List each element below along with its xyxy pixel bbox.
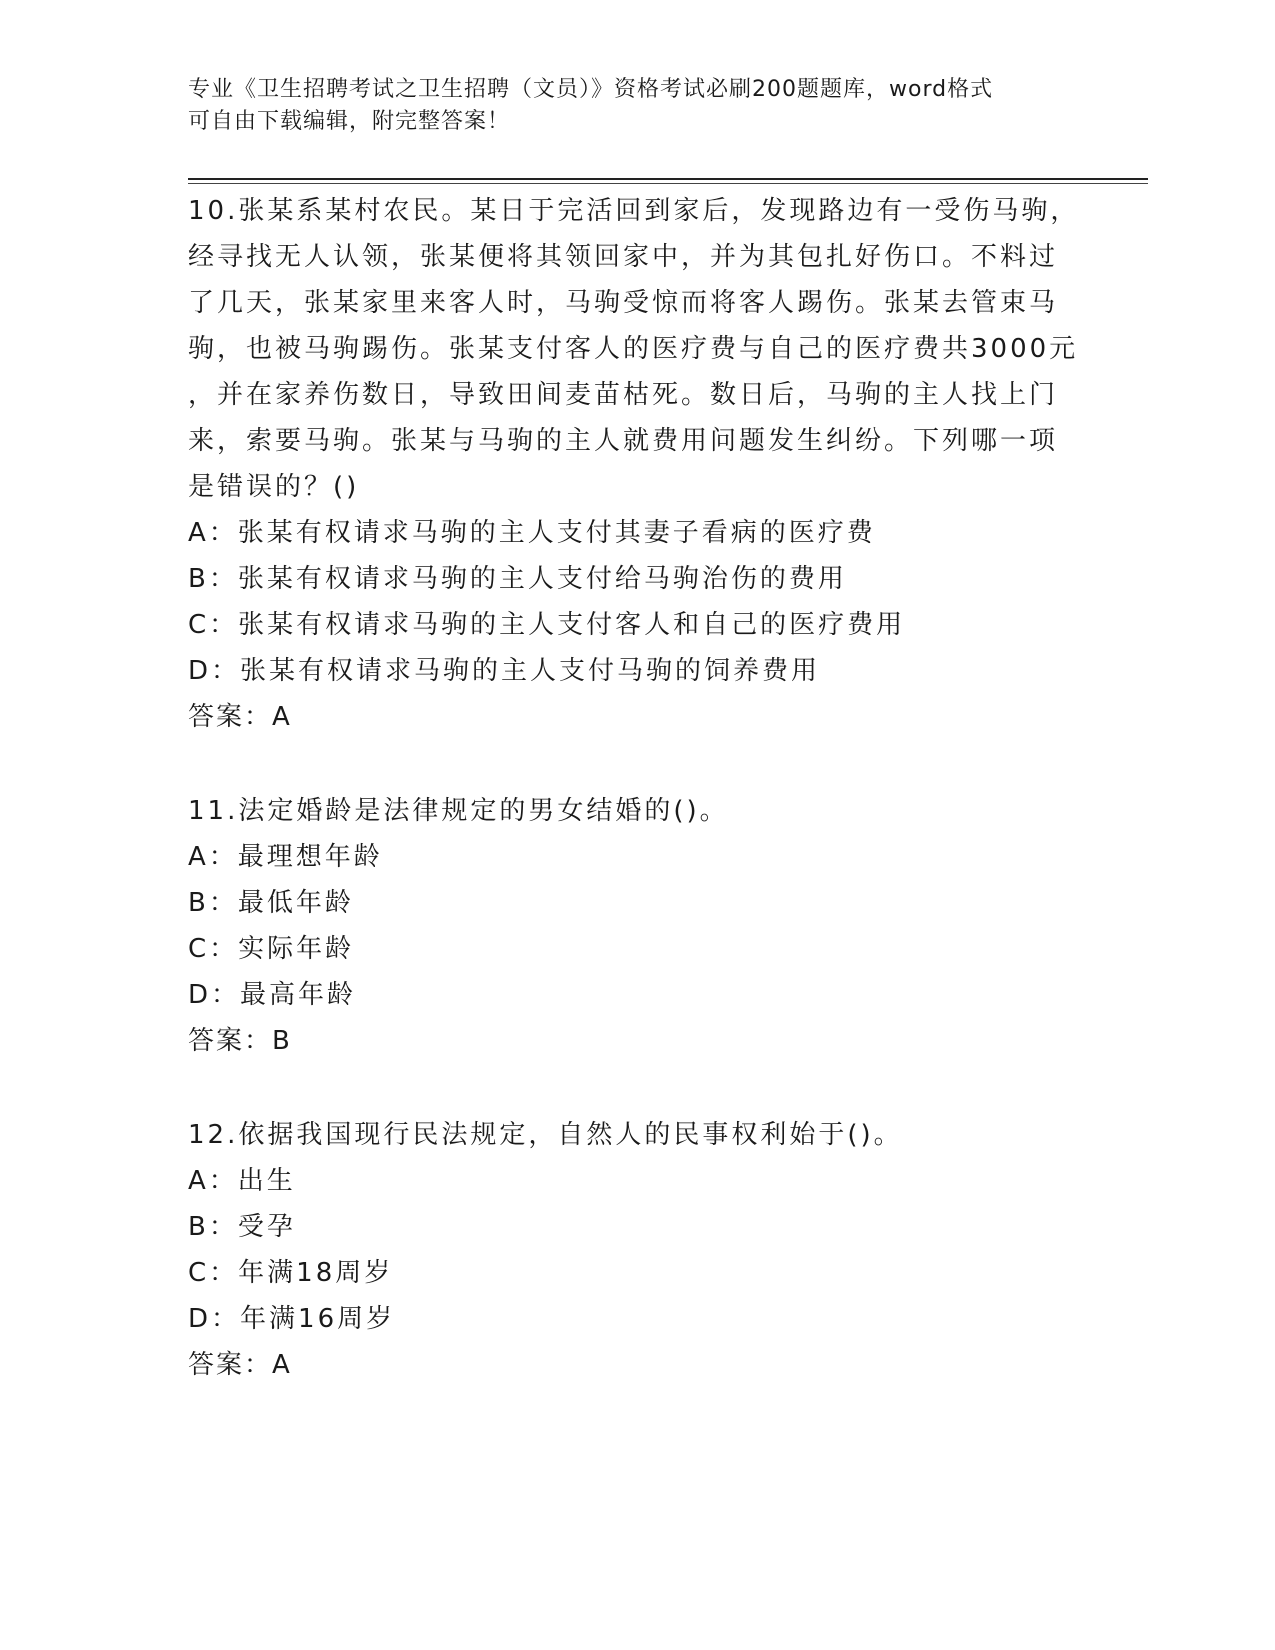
option-c: C：实际年龄 <box>188 934 355 964</box>
question-12 <box>188 1112 1088 1388</box>
header-title-line-2: 可自由下载编辑，附完整答案！ <box>188 109 511 134</box>
stem-line: 10.张某系某村农民。某日于完活回到家后，发现路边有一受伤马驹， <box>188 196 1080 226</box>
question-10 <box>188 188 1088 740</box>
answer-line: 答案：B <box>188 1026 292 1056</box>
stem-line: 驹，也被马驹踢伤。张某支付客人的医疗费与自己的医疗费共3000元 <box>188 334 1079 364</box>
stem-line: 11.法定婚龄是法律规定的男女结婚的()。 <box>188 796 729 826</box>
document-header <box>188 74 1088 138</box>
question-stem <box>188 788 1088 834</box>
option-c: C：年满18周岁 <box>188 1258 394 1288</box>
stem-line: ，并在家养伤数日，导致田间麦苗枯死。数日后，马驹的主人找上门 <box>188 380 1059 410</box>
option-d: D：张某有权请求马驹的主人支付马驹的饲养费用 <box>188 656 821 686</box>
option-a: A：出生 <box>188 1166 296 1196</box>
question-11 <box>188 788 1088 1064</box>
header-divider-thin <box>188 183 1148 184</box>
stem-line: 经寻找无人认领，张某便将其领回家中，并为其包扎好伤口。不料过 <box>188 242 1059 272</box>
option-d: D：年满16周岁 <box>188 1304 396 1334</box>
option-d: D：最高年龄 <box>188 980 357 1010</box>
question-stem <box>188 1112 1088 1158</box>
option-b: B：最低年龄 <box>188 888 354 918</box>
option-b: B：张某有权请求马驹的主人支付给马驹治伤的费用 <box>188 564 847 594</box>
option-a: A：张某有权请求马驹的主人支付其妻子看病的医疗费 <box>188 518 876 548</box>
question-stem <box>188 188 1088 510</box>
answer-line: 答案：A <box>188 1350 292 1380</box>
header-divider-thick <box>188 178 1148 180</box>
answer-line: 答案：A <box>188 702 292 732</box>
question-list <box>188 188 1088 1428</box>
option-a: A：最理想年龄 <box>188 842 383 872</box>
stem-line: 了几天，张某家里来客人时，马驹受惊而将客人踢伤。张某去管束马 <box>188 288 1059 318</box>
header-title-line-1: 专业《卫生招聘考试之卫生招聘（文员）》资格考试必刷200题题库，word格式 <box>188 77 994 102</box>
stem-line: 来，索要马驹。张某与马驹的主人就费用问题发生纠纷。下列哪一项 <box>188 426 1059 456</box>
stem-line: 是错误的？() <box>188 472 360 502</box>
option-c: C：张某有权请求马驹的主人支付客人和自己的医疗费用 <box>188 610 906 640</box>
stem-line: 12.依据我国现行民法规定，自然人的民事权利始于()。 <box>188 1120 903 1150</box>
option-b: B：受孕 <box>188 1212 296 1242</box>
